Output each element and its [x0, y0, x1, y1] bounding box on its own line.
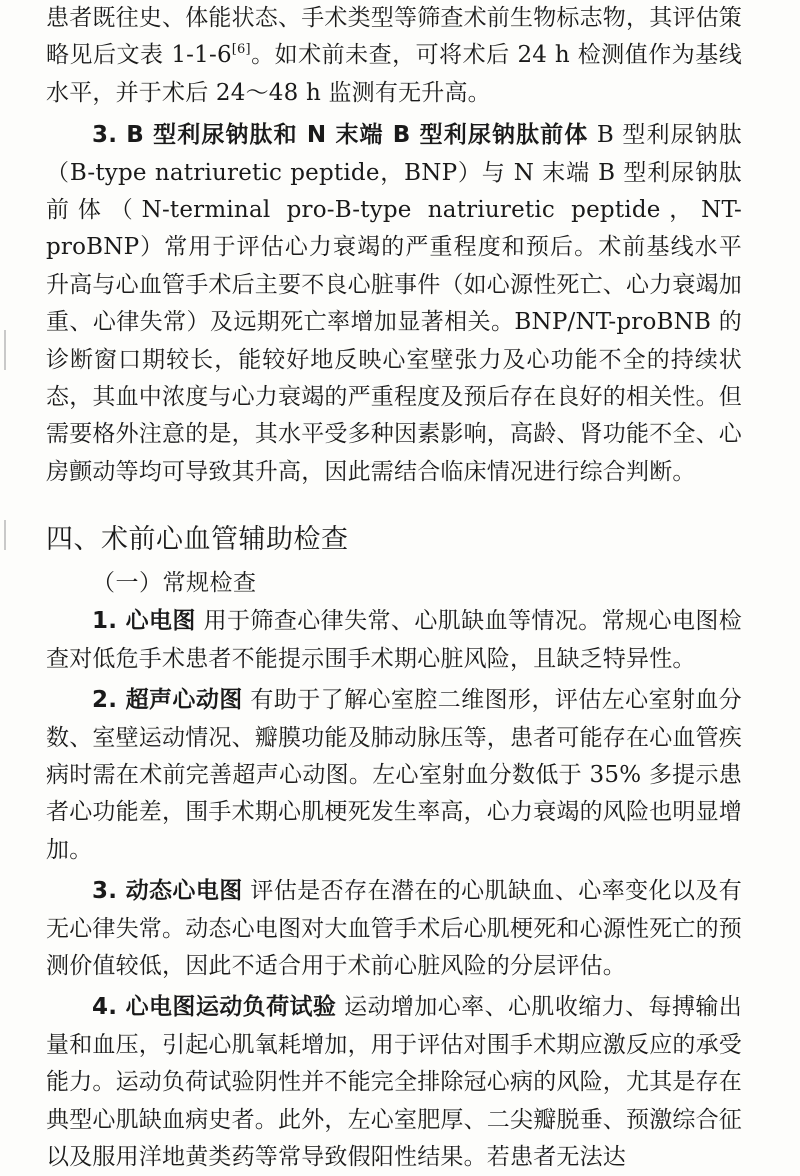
- subsection-title: （一）常规检查: [92, 570, 257, 597]
- item-heading: 4. 心电图运动负荷试验: [92, 994, 337, 1021]
- item-paragraph: [46, 603, 742, 678]
- item-paragraph: [46, 682, 742, 869]
- item-body: 用于筛查心律失常、心肌缺血等情况。常规心电图检查对低危手术患者不能提示围手术期心脏风险，且缺乏特异性。: [46, 608, 742, 672]
- citation-ref: [6]: [231, 42, 251, 58]
- scan-edge-mark: [4, 520, 6, 550]
- item-heading: 1. 心电图: [92, 608, 196, 635]
- item-body: 运动增加心率、心肌收缩力、每搏输出量和血压，引起心肌氧耗增加，用于评估对围手术期应激反应的承受能力。运动负荷试验阴性并不能完全排除冠心病的风险，尤其是存在典型心肌缺血病史者。此外，左心室肥厚、二尖瓣脱垂、预激综合征以及服用洋地黄类药等常导致假阳性结果。若患者无法达: [46, 994, 742, 1170]
- paragraph-intro-continuation: [46, 0, 742, 112]
- item-heading: 3. 动态心电图: [92, 878, 243, 905]
- section-title: 四、术前心血管辅助检查: [46, 524, 349, 556]
- item-body: 有助于了解心室腔二维图形，评估左心室射血分数、室壁运动情况、瓣膜功能及肺动脉压等，患者可能存在心血管疾病时需在术前完善超声心动图。左心室射血分数低于 35% 多提示患者心功能差，围手术期心肌梗死发生率高，心力衰竭的风险也明显增加。: [46, 687, 742, 863]
- intro-text: 患者既往史、体能状态、手术类型等筛查术前生物标志物，其评估策略见后文表 1-1-6: [46, 5, 742, 69]
- intro-text-tail: 。如术前未查，可将术后 24 h 检测值作为基线水平，并于术后 24～48 h 监测有无升高。: [46, 42, 742, 106]
- bnp-heading: 3. B 型利尿钠肽和 N 末端 B 型利尿钠肽前体: [92, 122, 589, 149]
- item-heading: 2. 超声心动图: [92, 687, 243, 714]
- item-paragraph: [46, 989, 742, 1176]
- document-page: [46, 0, 742, 1176]
- item-paragraph: [46, 873, 742, 985]
- item-body: 评估是否存在潜在的心肌缺血、心率变化以及有无心律失常。动态心电图对大血管手术后心肌梗死和心源性死亡的预测价值较低，因此不适合用于术前心脏风险的分层评估。: [46, 878, 742, 979]
- scan-edge-mark: [4, 330, 6, 370]
- paragraph-bnp: [46, 117, 742, 491]
- bnp-body: B 型利尿钠肽（B-type natriuretic peptide，BNP）与 N 末端 B 型利尿钠肽前体（N-terminal pro-B-type natriuretic peptide，NT-proBNP）常用于评估心力衰竭的严重程度和预后。术前基线水平升高与心血管手术后主要不良心脏事件（如心源性死亡、心力衰竭加重、心律失常）及远期死亡率增加显著相关。BNP/NT-proBNB 的诊断窗口期较长，能较好地反映心室壁张力及心功能不全的持续状态，其血中浓度与心力衰竭的严重程度及预后存在良好的相关性。但需要格外注意的是，其水平受多种因素影响，高龄、肾功能不全、心房颤动等均可导致其升高，因此需结合临床情况进行综合判断。: [46, 122, 742, 485]
